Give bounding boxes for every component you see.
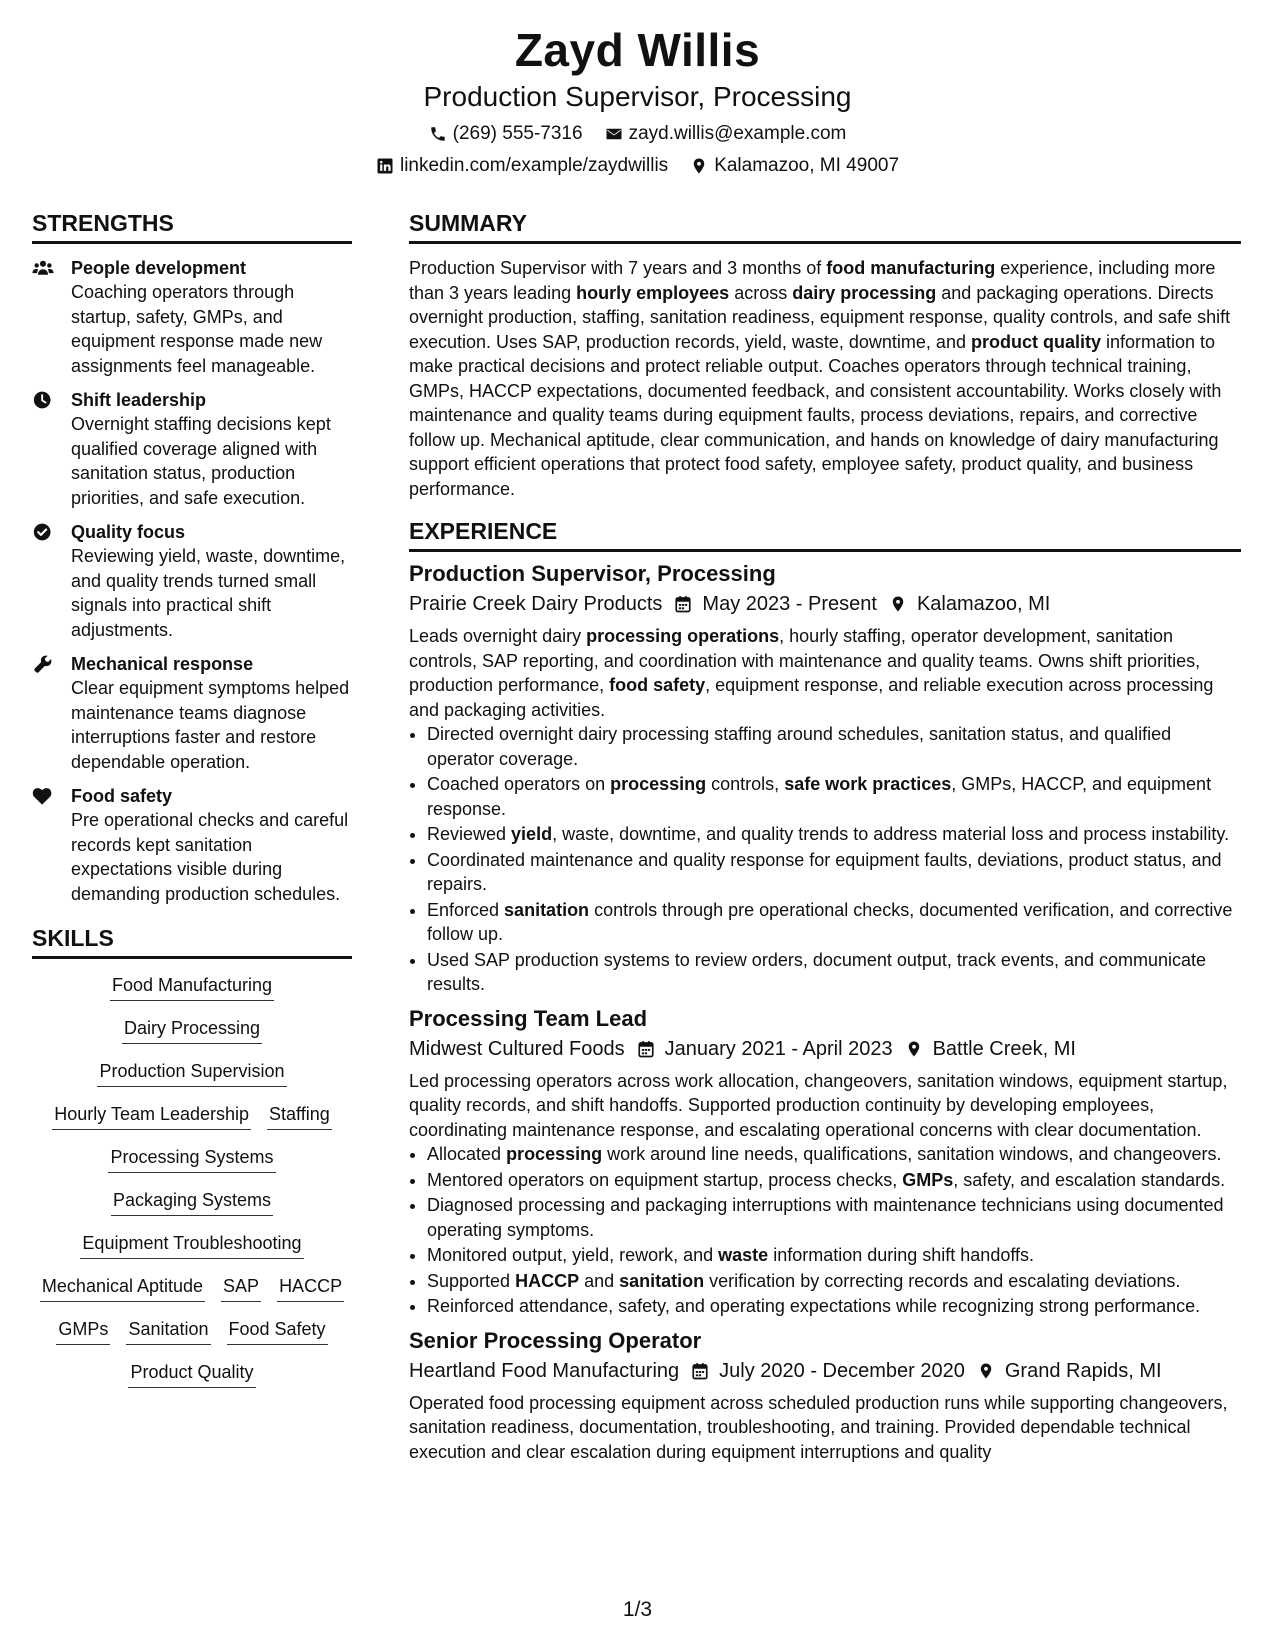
experience-heading: EXPERIENCE [409,517,1241,552]
heart-icon [32,786,54,806]
experience-list [409,560,1241,1464]
list-item: • Reinforced attendance, safety, and operating expectations while recognizing strong performance. [427,1294,1241,1319]
candidate-title: Production Supervisor, Processing [423,81,852,112]
job-entry [409,560,1241,997]
calendar-icon [691,1362,709,1380]
skill-tag: Food Manufacturing [110,973,274,1001]
skill-row [32,1231,352,1259]
skill-tag: Hourly Team Leadership [52,1102,251,1130]
skill-tag: GMPs [56,1317,110,1345]
job-company: Midwest Cultured Foods [409,1037,625,1060]
strength-title: Food safety [71,786,173,806]
skill-row [32,1059,352,1087]
job-meta [409,590,1241,618]
job-location: Kalamazoo, MI [889,590,1050,618]
skill-row [32,1188,352,1216]
strength-title: Quality focus [71,522,186,542]
job-entry [409,1327,1241,1465]
job-description: Operated food processing equipment across scheduled production runs while supporting changeovers, sanitation readiness, documentation, troubleshooting, and training. Provided dependable technical execution and clear escalation during equipment interruptions and quality [409,1392,1228,1462]
map-pin-icon [977,1362,995,1380]
skill-row [32,1317,352,1345]
job-bullets [409,1142,1241,1319]
skill-row [32,1274,352,1302]
strength-item [32,652,352,774]
job-description: Led processing operators across work allocation, changeovers, sanitation windows, equipment startup, quality records, and shift handoffs. Supported production continuity by developing employees, coordinating maintenance response, and escalating operational concerns with clear documentation. [409,1070,1228,1140]
right-column [409,209,1241,1470]
strength-item [32,256,352,378]
calendar-icon [637,1040,655,1058]
job-bullets [409,722,1241,997]
job-meta [409,1357,1241,1385]
strength-title: Mechanical response [71,654,254,674]
check-circle-icon [32,522,54,542]
skill-tag: Packaging Systems [111,1188,273,1216]
left-column [32,209,352,1403]
strength-description: Coaching operators through startup, safety, GMPs, and equipment response made new assignments feel manageable. [71,282,323,376]
list-item: • Diagnosed processing and packaging interruptions with maintenance technicians using documented operating symptoms. [427,1193,1241,1242]
list-item: • Directed overnight dairy processing staffing around schedules, sanitation status, and qualified operator coverage. [427,722,1241,771]
skill-row [32,1102,352,1130]
skill-tag: Sanitation [126,1317,210,1345]
skill-tag: Food Safety [227,1317,328,1345]
strengths-heading: STRENGTHS [32,209,352,244]
skill-row [32,1016,352,1044]
skills-heading: SKILLS [32,924,352,959]
calendar-icon [674,595,692,613]
skill-tag: SAP [221,1274,261,1302]
job-location: Grand Rapids, MI [977,1357,1162,1385]
linkedin-text: linkedin.com/example/zaydwillis [399,155,669,176]
location-contact [690,154,899,178]
skill-row [32,1360,352,1388]
job-meta [409,1035,1241,1063]
map-pin-icon [889,595,907,613]
linkedin-contact[interactable] [376,154,668,178]
skill-tag: Equipment Troubleshooting [80,1231,303,1259]
list-item: • Monitored output, yield, rework, and waste information during shift handoffs. [427,1243,1241,1268]
summary-heading: SUMMARY [409,209,1241,244]
skill-tag: Mechanical Aptitude [40,1274,205,1302]
page-number: 1/3 [622,1598,653,1621]
list-item: • Reviewed yield, waste, downtime, and quality trends to address material loss and process instability. [427,822,1241,847]
people-icon [32,258,54,278]
list-item: • Coached operators on processing controls, safe work practices, GMPs, HACCP, and equipment response. [427,772,1241,821]
job-title: Senior Processing Operator [409,1327,702,1353]
contact-row-2 [0,154,1275,178]
strength-title: Shift leadership [71,390,207,410]
job-dates: July 2020 - December 2020 [691,1357,965,1385]
job-entry [409,1005,1241,1319]
skill-row [32,1145,352,1173]
skill-tag: Product Quality [128,1360,255,1388]
strength-description: Clear equipment symptoms helped maintenance teams diagnose interruptions faster and restore dependable operation. [71,678,350,772]
map-pin-icon [905,1040,923,1058]
resume-header [0,0,1275,178]
strength-description: Reviewing yield, waste, downtime, and quality trends turned small signals into practical shift adjustments. [71,546,346,640]
list-item: • Used SAP production systems to review orders, document output, track events, and communicate results. [427,948,1241,997]
job-description: Leads overnight dairy processing operations, hourly staffing, operator development, sanitation controls, SAP reporting, and coordination with maintenance and quality teams. Owns shift priorities, production performance, food safety, equipment response, and reliable execution across processing and packaging activities. [409,626,1214,720]
email-text: zayd.willis@example.com [628,123,847,144]
phone-contact [429,122,583,146]
skill-tag: Production Supervision [97,1059,286,1087]
strength-title: People development [71,258,247,278]
skill-row [32,973,352,1001]
envelope-icon [605,125,623,143]
candidate-name: Zayd Willis [514,24,761,76]
phone-text: (269) 555-7316 [452,123,583,144]
skill-tag: Staffing [267,1102,332,1130]
location-text: Kalamazoo, MI 49007 [714,155,900,176]
skill-tag: Processing Systems [108,1145,275,1173]
linkedin-icon [376,157,394,175]
job-location: Battle Creek, MI [905,1035,1076,1063]
email-contact[interactable] [605,122,847,146]
strength-item [32,784,352,906]
list-item: • Enforced sanitation controls through pre operational checks, documented verification, and corrective follow up. [427,898,1241,947]
strength-item [32,388,352,510]
map-pin-icon [690,157,708,175]
list-item: • Mentored operators on equipment startup, process checks, GMPs, safety, and escalation standards. [427,1168,1241,1193]
job-dates: January 2021 - April 2023 [637,1035,893,1063]
contact-row-1 [0,122,1275,146]
phone-icon [429,125,447,143]
clock-icon [32,390,54,410]
list-item: • Coordinated maintenance and quality response for equipment faults, deviations, product status, and repairs. [427,848,1241,897]
strength-description: Overnight staffing decisions kept qualified coverage aligned with sanitation status, production priorities, and safe execution. [71,414,331,508]
job-company: Heartland Food Manufacturing [409,1359,680,1382]
wrench-icon [32,654,54,674]
summary-paragraph: Production Supervisor with 7 years and 3 months of food manufacturing experience, including more than 3 years leading hourly employees across dairy processing and packaging operations. Directs overnight production, staffing, sanitation readiness, equipment response, quality controls, and safe shift execution. Uses SAP, production records, yield, waste, downtime, and product quality information to make practical decisions and protect reliable output. Coaches operators through technical training, GMPs, HACCP expectations, documented feedback, and consistent accountability. Works closely with maintenance and quality teams during equipment faults, process deviations, repairs, and corrective follow up. Mechanical aptitude, clear communication, and hands on knowledge of dairy manufacturing support efficient operations that protect food safety, employee safety, product quality, and business performance. [409,258,1231,499]
strength-item [32,520,352,642]
job-title: Production Supervisor, Processing [409,561,776,586]
job-dates: May 2023 - Present [674,590,877,618]
skills-list [32,973,352,1388]
job-company: Prairie Creek Dairy Products [409,593,663,615]
job-title: Processing Team Lead [409,1005,648,1031]
skill-tag: Dairy Processing [122,1016,262,1044]
list-item: • Supported HACCP and sanitation verification by correcting records and escalating deviations. [427,1269,1241,1294]
list-item: • Allocated processing work around line needs, qualifications, sanitation windows, and changeovers. [427,1142,1241,1167]
skill-tag: HACCP [277,1274,344,1302]
strength-description: Pre operational checks and careful records kept sanitation expectations visible during demanding production schedules. [71,810,349,904]
